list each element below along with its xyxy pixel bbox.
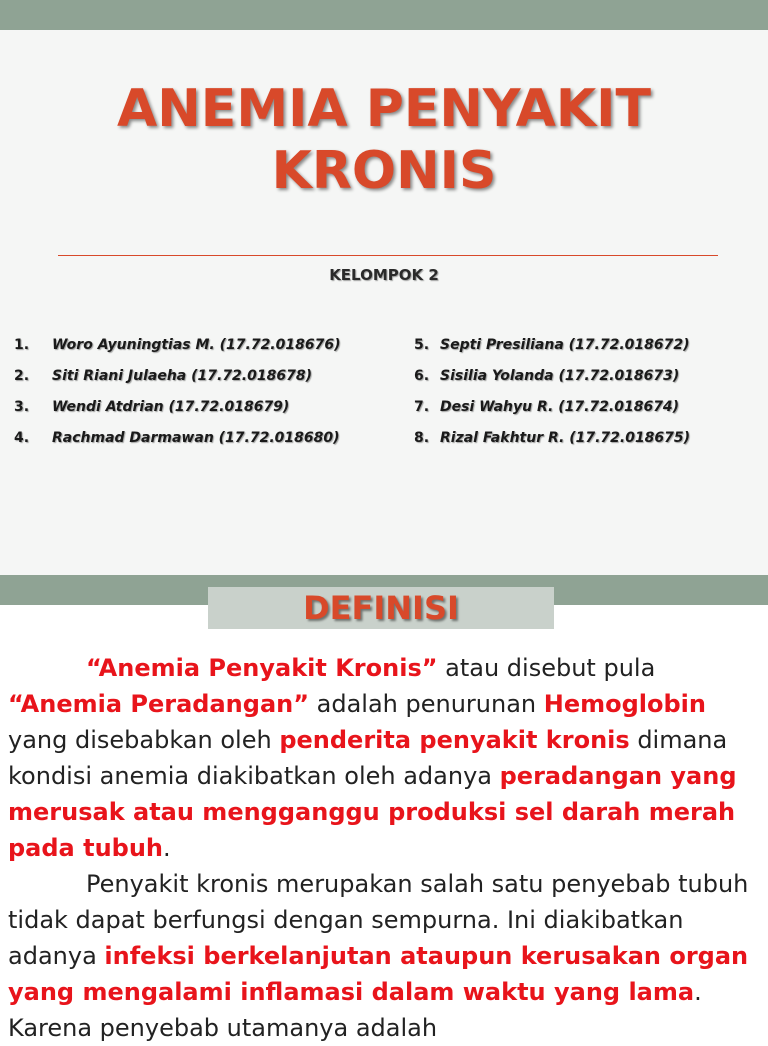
slide-title xyxy=(0,78,768,202)
list-item-text: Woro Ayuningtias M. (17.72.018676) xyxy=(52,337,341,353)
list-item xyxy=(414,427,690,458)
top-bar xyxy=(0,0,768,30)
body-text-span: adalah penurunan xyxy=(309,690,544,718)
definition-heading-box xyxy=(208,587,554,629)
list-item-number: 1. xyxy=(14,337,30,353)
highlight-term: penderita penyakit kronis xyxy=(279,726,630,754)
list-item-number: 3. xyxy=(14,399,30,415)
list-item-text: Siti Riani Julaeha (17.72.018678) xyxy=(52,368,312,384)
list-item-number: 6. xyxy=(414,368,430,384)
members-list-right xyxy=(414,334,690,458)
body-text-span: . Karena penyebab utamanya adalah xyxy=(8,978,702,1042)
highlight-term: “Anemia Peradangan” xyxy=(8,690,309,718)
list-item-number: 8. xyxy=(414,430,430,446)
list-item-text: Rachmad Darmawan (17.72.018680) xyxy=(52,430,340,446)
slide-title-line-2: KRONIS xyxy=(271,141,497,201)
list-item-number: 7. xyxy=(414,399,430,415)
group-subtitle: KELOMPOK 2 xyxy=(329,266,439,284)
slide-title-line-1: ANEMIA PENYAKIT xyxy=(117,79,651,139)
body-text-span: atau disebut pula xyxy=(437,654,656,682)
body-text-span: dimana kondisi anemia diakibatkan oleh adanya xyxy=(8,726,728,790)
highlight-term: “Anemia Penyakit Kronis” xyxy=(86,654,438,682)
list-item-number: 2. xyxy=(14,368,30,384)
list-item-text: Septi Presiliana (17.72.018672) xyxy=(440,337,690,353)
body-text-span: yang disebabkan oleh xyxy=(8,726,280,754)
list-item xyxy=(414,334,690,365)
definition-heading: DEFINISI xyxy=(303,589,459,627)
list-item xyxy=(414,365,690,396)
body-text-span: . xyxy=(163,834,171,862)
list-item xyxy=(14,365,340,396)
highlight-term: Hemoglobin xyxy=(543,690,706,718)
title-divider xyxy=(58,255,718,256)
paragraph-2 xyxy=(8,866,760,1046)
paragraph-1 xyxy=(8,650,760,866)
members-list-left xyxy=(14,334,340,458)
list-item xyxy=(14,334,340,365)
list-item-text: Wendi Atdrian (17.72.018679) xyxy=(52,399,290,415)
highlight-term: infeksi berkelanjutan ataupun kerusakan organ yang mengalami inflamasi dalam waktu yang lama xyxy=(8,942,749,1006)
list-item-number: 4. xyxy=(14,430,30,446)
list-item xyxy=(414,396,690,427)
list-item xyxy=(14,427,340,458)
body-text-span: Penyakit kronis merupakan salah satu penyebab tubuh tidak dapat berfungsi dengan sempurna. Ini diakibatkan adanya xyxy=(8,870,749,970)
definition-body xyxy=(8,650,760,1046)
highlight-term: peradangan yang merusak atau mengganggu produksi sel darah merah pada tubuh xyxy=(8,762,737,862)
list-item-text: Desi Wahyu R. (17.72.018674) xyxy=(440,399,680,415)
list-item-text: Sisilia Yolanda (17.72.018673) xyxy=(440,368,680,384)
list-item xyxy=(14,396,340,427)
list-item-number: 5. xyxy=(414,337,430,353)
list-item-text: Rizal Fakhtur R. (17.72.018675) xyxy=(440,430,691,446)
